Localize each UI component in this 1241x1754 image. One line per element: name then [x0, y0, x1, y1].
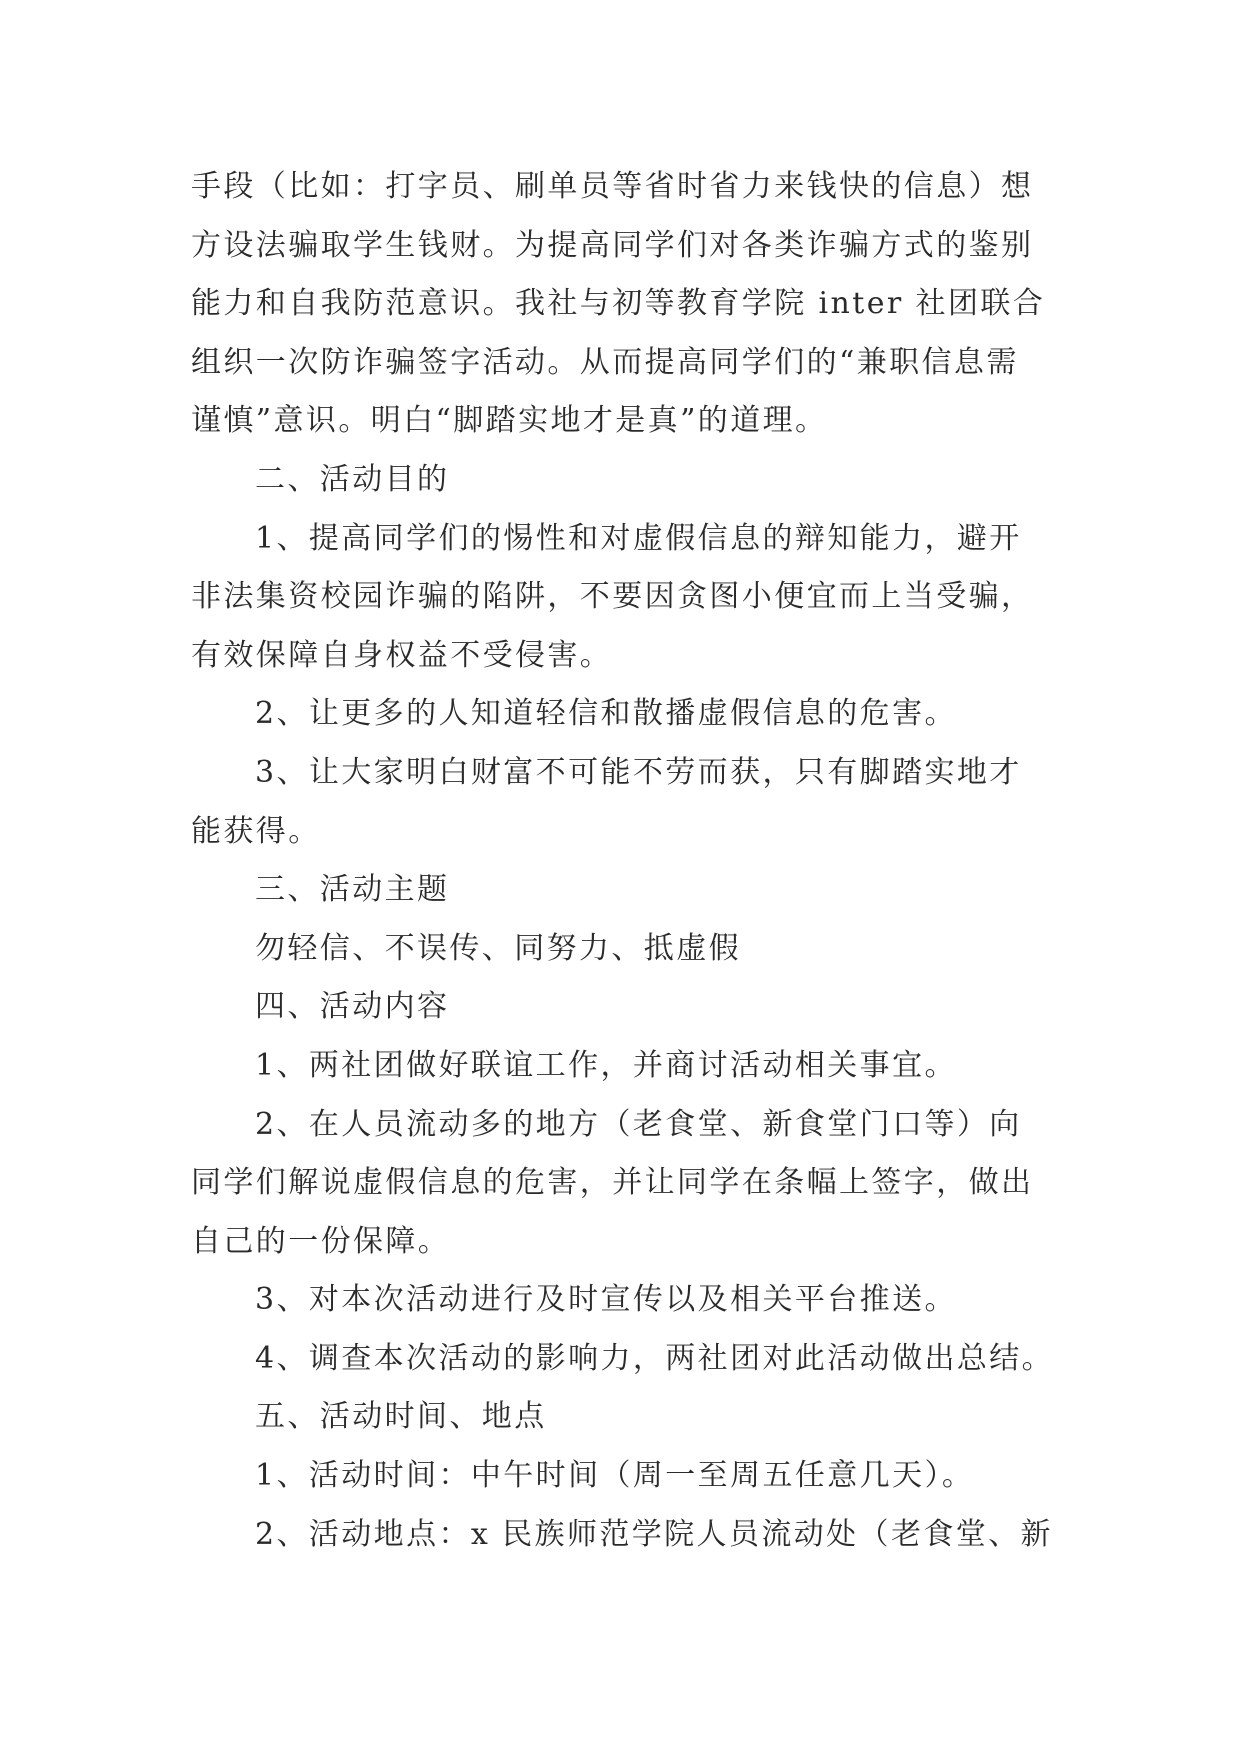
- text-line: 同学们解说虚假信息的危害，并让同学在条幅上签字，做出: [191, 1165, 1034, 1201]
- text-line: 四、活动内容: [255, 989, 450, 1025]
- text-line: 3、对本次活动进行及时宣传以及相关平台推送。: [255, 1282, 957, 1318]
- text-line: 三、活动主题: [255, 872, 450, 908]
- text-line: 2、让更多的人知道轻信和散播虚假信息的危害。: [255, 696, 957, 732]
- text-line: 有效保障自身权益不受侵害。: [191, 637, 613, 673]
- text-line: 谨慎”意识。明白“脚踏实地才是真”的道理。: [191, 403, 828, 439]
- text-line: 组织一次防诈骗签字活动。从而提高同学们的“兼职信息需: [191, 344, 1019, 380]
- text-line: 1、提高同学们的惕性和对虚假信息的辩知能力，避开: [255, 520, 1022, 556]
- text-line: 勿轻信、不误传、同努力、抵虚假: [255, 930, 741, 966]
- document-body: [191, 158, 1053, 1564]
- text-line: 自己的一份保障。: [191, 1223, 451, 1259]
- text-line: 非法集资校园诈骗的陷阱，不要因贪图小便宜而上当受骗，: [191, 579, 1034, 615]
- text-line: 1、两社团做好联谊工作，并商讨活动相关事宜。: [255, 1047, 957, 1083]
- text-line: 二、活动目的: [255, 461, 450, 497]
- text-line: 五、活动时间、地点: [255, 1399, 547, 1435]
- text-line: 能力和自我防范意识。我社与初等教育学院 inter 社团联合: [191, 286, 1046, 322]
- text-line: 1、活动时间：中午时间（周一至周五任意几天）。: [255, 1458, 975, 1494]
- text-line: 方设法骗取学生钱财。为提高同学们对各类诈骗方式的鉴别: [191, 227, 1034, 263]
- text-line: 2、在人员流动多的地方（老食堂、新食堂门口等）向: [255, 1106, 1022, 1142]
- text-line: 3、让大家明白财富不可能不劳而获，只有脚踏实地才: [255, 754, 1022, 790]
- text-line: 2、活动地点：x 民族师范学院人员流动处（老食堂、新: [255, 1516, 1053, 1552]
- text-line: 能获得。: [191, 813, 321, 849]
- text-line: 4、调查本次活动的影响力，两社团对此活动做出总结。: [255, 1340, 1055, 1376]
- text-line: 手段（比如：打字员、刷单员等省时省力来钱快的信息）想: [191, 169, 1034, 204]
